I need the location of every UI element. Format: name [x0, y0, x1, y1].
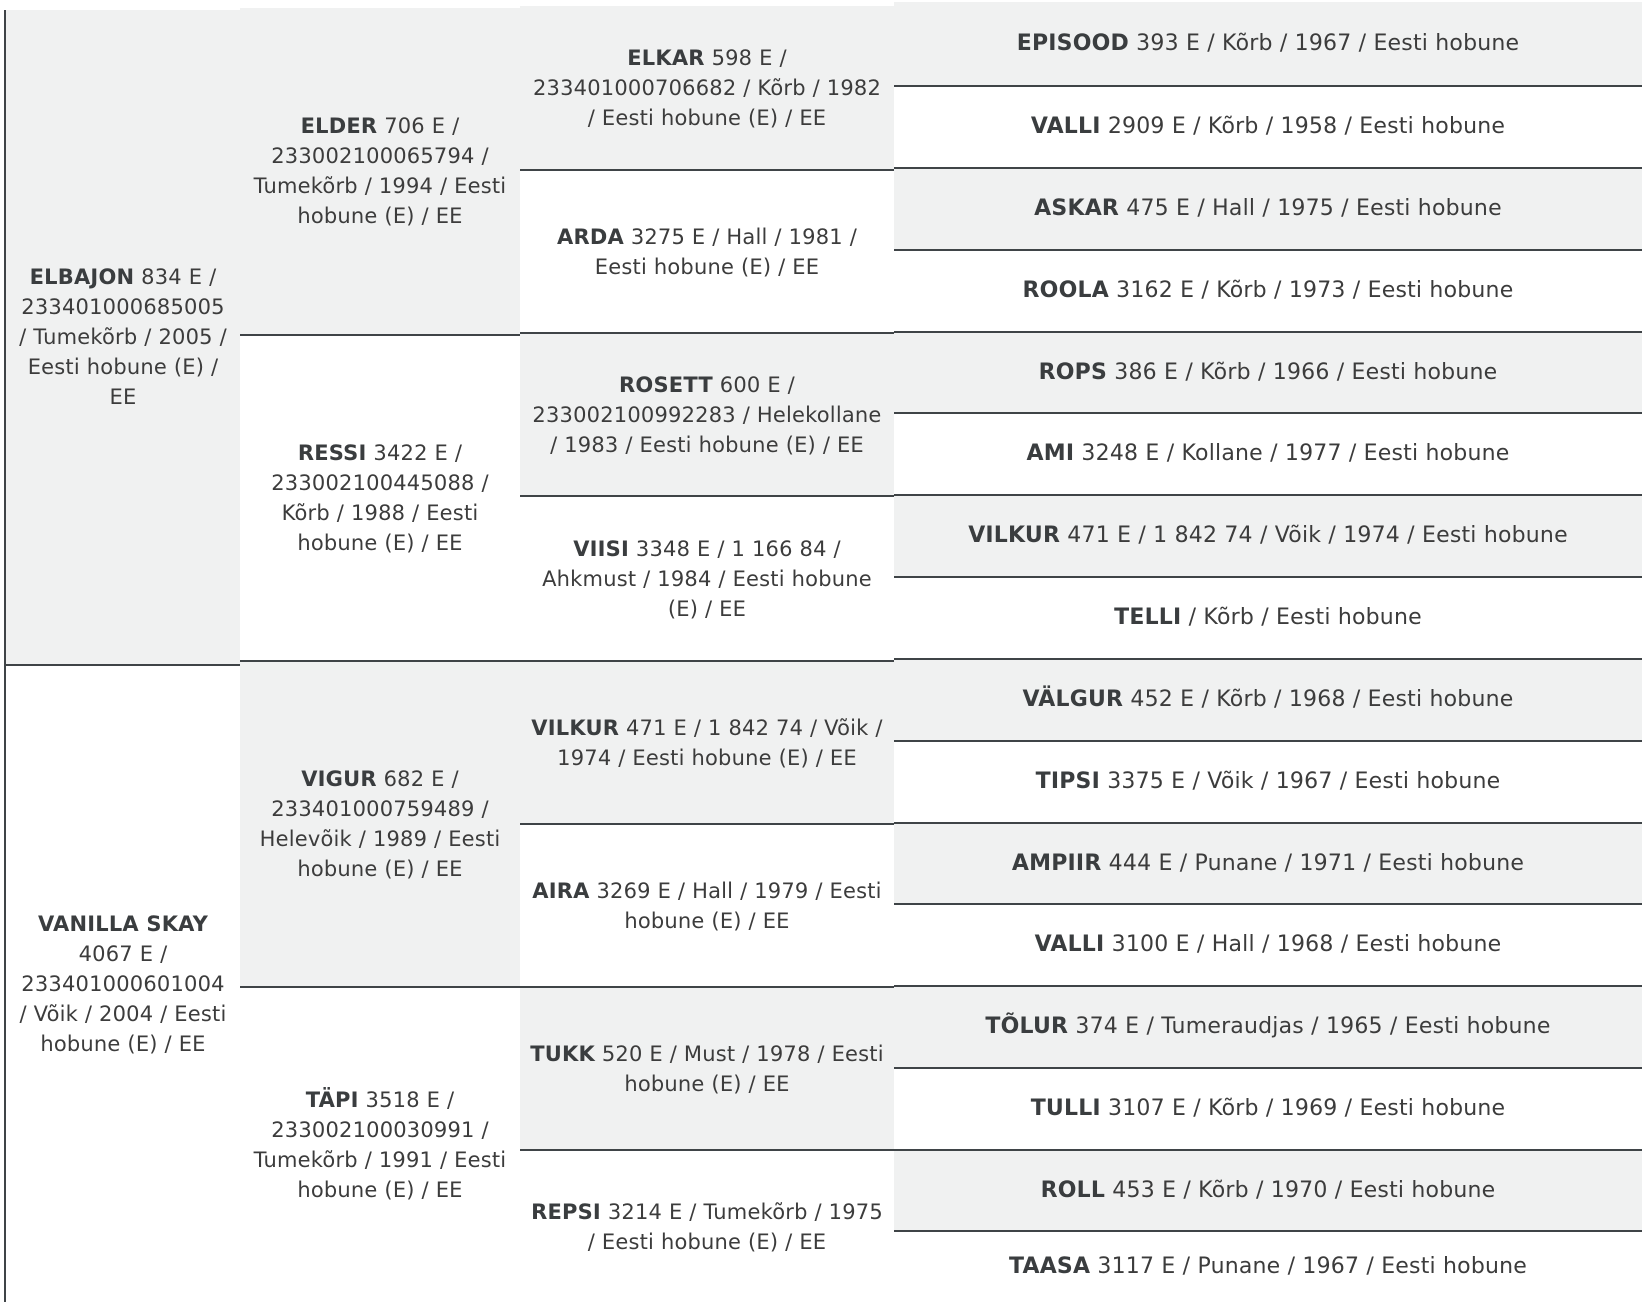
cell-text [1034, 194, 1502, 224]
horse-name: VIGUR [301, 767, 377, 791]
cell-text [1012, 849, 1524, 879]
horse-name: ELBAJON [29, 265, 135, 289]
horse-name: ROLL [1040, 1177, 1106, 1203]
horse-name: TÄPI [305, 1088, 359, 1112]
horse-name: RESSI [297, 441, 367, 465]
horse-details: 3518 E / 233002100030991 / Tumekõrb / 1991 / Eesti hobune (E) / EE [253, 1088, 507, 1202]
cell-text [1027, 439, 1510, 469]
horse-details: 386 E / Kõrb / 1966 / Eesti hobune [1114, 359, 1498, 385]
horse-details: 834 E / 233401000685005 / Tumekõrb / 2005 / Eesti hobune (E) / EE [19, 265, 227, 409]
horse-name: VALLI [1034, 932, 1105, 957]
cell-text [1023, 276, 1514, 306]
horse-details: 444 E / Punane / 1971 / Eesti hobune [1108, 850, 1525, 876]
horse-name: VILKUR [531, 715, 620, 740]
cell-text [250, 111, 510, 231]
horse-details: 3162 E / Kõrb / 1973 / Eesti hobune [1116, 278, 1514, 303]
horse-details: 600 E / 233002100992283 / Helekollane / 1983 / Eesti hobune (E) / EE [532, 372, 882, 457]
horse-name: ELDER [300, 114, 378, 138]
horse-details: 374 E / Tumeraudjas / 1965 / Eesti hobune [1075, 1014, 1551, 1039]
horse-name: TÕLUR [985, 1014, 1069, 1039]
cell-text [1017, 29, 1520, 59]
horse-details: 520 E / Must / 1978 / Eesti hobune (E) / EE [601, 1041, 884, 1096]
pedigree-cell-sire[interactable] [6, 10, 240, 664]
cell-text [530, 1039, 884, 1099]
horse-details: 453 E / Kõrb / 1970 / Eesti hobune [1112, 1177, 1496, 1203]
cell-text [250, 764, 510, 884]
horse-name: TULLI [1030, 1096, 1101, 1121]
pedigree-cell-gen3-8[interactable] [520, 1149, 894, 1302]
pedigree-cell-gen4-8[interactable] [894, 576, 1642, 658]
horse-details: / Kõrb / Eesti hobune [1188, 605, 1422, 630]
horse-details: 452 E / Kõrb / 1968 / Eesti hobune [1130, 687, 1514, 712]
cell-text [250, 438, 510, 558]
horse-details: 682 E / 233401000759489 / Helevõik / 1989 / Eesti hobune (E) / EE [259, 767, 501, 881]
cell-text [530, 534, 884, 624]
pedigree-cell-gen2-3[interactable] [240, 660, 520, 986]
horse-details: 4067 E / 233401000601004 / Võik / 2004 / Eesti hobune (E) / EE [19, 942, 227, 1056]
cell-text [1114, 603, 1422, 633]
cell-text [530, 43, 884, 133]
horse-details: 3248 E / Kollane / 1977 / Eesti hobune [1081, 441, 1510, 466]
pedigree-cell-gen4-14[interactable] [894, 1067, 1642, 1149]
cell-text [16, 262, 230, 412]
pedigree-cell-gen4-1[interactable] [894, 2, 1642, 85]
horse-details: 475 E / Hall / 1975 / Eesti hobune [1126, 196, 1502, 221]
horse-name: ROSETT [619, 372, 713, 397]
horse-name: ROPS [1038, 359, 1108, 385]
horse-details: 3375 E / Võik / 1967 / Eesti hobune [1107, 769, 1501, 794]
pedigree-generation-4 [894, 2, 1642, 1302]
pedigree-cell-gen4-15[interactable] [894, 1149, 1642, 1230]
horse-details: 471 E / 1 842 74 / Võik / 1974 / Eesti hobune (E) / EE [557, 715, 883, 770]
cell-text [985, 1012, 1550, 1042]
horse-name: VILKUR [968, 523, 1061, 548]
cell-text [1023, 685, 1514, 715]
pedigree-cell-gen4-16[interactable] [894, 1230, 1642, 1302]
pedigree-cell-gen3-6[interactable] [520, 823, 894, 986]
pedigree-cell-gen3-4[interactable] [520, 495, 894, 660]
horse-details: 3100 E / Hall / 1968 / Eesti hobune [1111, 932, 1502, 957]
horse-name: REPSI [531, 1199, 601, 1224]
cell-text [968, 521, 1568, 551]
horse-name: ROOLA [1022, 278, 1109, 303]
pedigree-cell-dam[interactable] [6, 664, 240, 1302]
cell-text [1031, 1094, 1506, 1124]
pedigree-cell-gen2-4[interactable] [240, 986, 520, 1302]
pedigree-cell-gen3-7[interactable] [520, 986, 894, 1149]
horse-name: AMPIIR [1011, 850, 1102, 876]
cell-text [1039, 358, 1498, 388]
horse-name: AMI [1026, 441, 1075, 466]
cell-text [530, 876, 884, 936]
horse-name: ASKAR [1034, 196, 1120, 221]
horse-details: 3107 E / Kõrb / 1969 / Eesti hobune [1108, 1096, 1506, 1121]
horse-name: TUKK [530, 1041, 595, 1066]
pedigree-generation-2 [240, 8, 522, 1302]
pedigree-generation-3 [520, 6, 896, 1302]
pedigree-generation-1 [4, 10, 242, 1302]
cell-text [16, 909, 230, 1059]
horse-name: VÄLGUR [1022, 687, 1124, 712]
horse-name: AIRA [532, 878, 590, 903]
pedigree-cell-gen4-4[interactable] [894, 249, 1642, 331]
cell-text [1031, 112, 1505, 142]
cell-text [530, 222, 884, 282]
pedigree-cell-gen2-2[interactable] [240, 334, 520, 660]
cell-text [250, 1085, 510, 1205]
pedigree-cell-gen3-2[interactable] [520, 169, 894, 332]
pedigree-cell-gen4-9[interactable] [894, 658, 1642, 740]
horse-name: TAASA [1008, 1254, 1091, 1279]
pedigree-cell-gen4-6[interactable] [894, 412, 1642, 494]
horse-name: ARDA [557, 224, 624, 249]
horse-name: TIPSI [1035, 769, 1100, 794]
pedigree-cell-gen4-10[interactable] [894, 740, 1642, 822]
horse-name: EPISOOD [1016, 30, 1129, 56]
cell-text [530, 713, 884, 773]
pedigree-cell-gen4-12[interactable] [894, 903, 1642, 985]
cell-text [1035, 930, 1502, 960]
horse-details: 471 E / 1 842 74 / Võik / 1974 / Eesti hobune [1067, 523, 1568, 548]
pedigree-cell-gen3-3[interactable] [520, 332, 894, 495]
horse-name: VIISI [573, 536, 630, 561]
pedigree-cell-gen4-11[interactable] [894, 822, 1642, 903]
horse-details: 706 E / 233002100065794 / Tumekõrb / 1994 / Eesti hobune (E) / EE [253, 114, 507, 228]
horse-details: 2909 E / Kõrb / 1958 / Eesti hobune [1107, 114, 1506, 139]
horse-details: 3275 E / Hall / 1981 / Eesti hobune (E) / EE [594, 224, 857, 279]
pedigree-cell-gen4-2[interactable] [894, 85, 1642, 167]
horse-details: 3214 E / Tumekõrb / 1975 / Eesti hobune (E) / EE [587, 1199, 883, 1254]
pedigree-cell-gen4-3[interactable] [894, 167, 1642, 249]
horse-details: 3269 E / Hall / 1979 / Eesti hobune (E) / EE [596, 878, 882, 933]
cell-text [530, 370, 884, 460]
horse-name: TELLI [1114, 605, 1182, 630]
cell-text [1036, 767, 1501, 797]
horse-details: 393 E / Kõrb / 1967 / Eesti hobune [1136, 30, 1520, 56]
horse-name: ELKAR [627, 45, 705, 70]
horse-details: 3422 E / 233002100445088 / Kõrb / 1988 / Eesti hobune (E) / EE [271, 441, 489, 555]
cell-text [530, 1197, 884, 1257]
cell-text [1009, 1252, 1527, 1282]
pedigree-cell-gen3-1[interactable] [520, 6, 894, 169]
horse-name: VANILLA SKAY [37, 912, 209, 936]
pedigree-cell-gen4-5[interactable] [894, 331, 1642, 412]
pedigree-cell-gen4-13[interactable] [894, 985, 1642, 1067]
pedigree-cell-gen2-1[interactable] [240, 8, 520, 334]
horse-name: VALLI [1030, 114, 1101, 139]
horse-details: 3348 E / 1 166 84 / Ahkmust / 1984 / Eesti hobune (E) / EE [542, 536, 872, 621]
cell-text [1041, 1176, 1496, 1206]
horse-details: 598 E / 233401000706682 / Kõrb / 1982 / Eesti hobune (E) / EE [532, 45, 882, 130]
pedigree-cell-gen4-7[interactable] [894, 494, 1642, 576]
horse-details: 3117 E / Punane / 1967 / Eesti hobune [1097, 1254, 1528, 1279]
pedigree-cell-gen3-5[interactable] [520, 660, 894, 823]
